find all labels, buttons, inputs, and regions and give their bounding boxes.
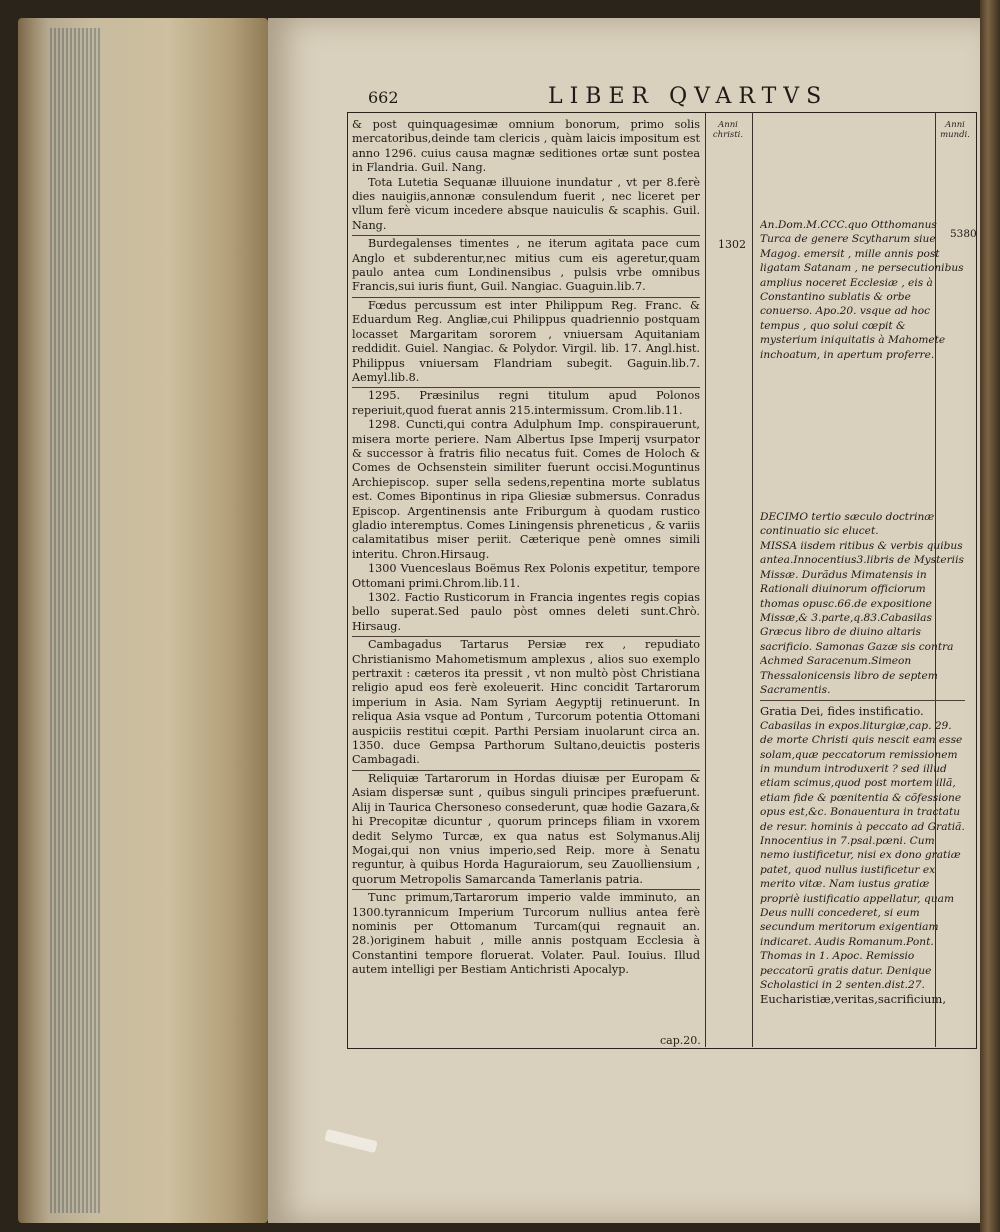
separator-rule [352, 297, 700, 298]
main-text-column [352, 118, 700, 1038]
page-header [368, 84, 968, 112]
paragraph: Burdegalenses timentes , ne iterum agitata pace cum Anglo et subderentur,nec mitius cum eis ageretur,quam paulo antea cum Londinensibus , pulsis vrbe omnibus Francis,sui iuris fiunt, Guil. Nangiac. Guaguin.lib.7. [352, 237, 700, 294]
side-note-column [760, 120, 965, 1040]
column-rule-middle [752, 112, 753, 1047]
page-edge-stripes [50, 28, 100, 1213]
column-header-anni-mundi: Anni mundi. [940, 120, 970, 140]
separator-rule [760, 700, 965, 701]
page-number: 662 [368, 88, 399, 107]
paragraph: Cambagadus Tartarus Persiæ rex , repudiato Christianismo Mahometismum amplexus , alios suo exemplo pertraxit : cæteros ita pressit , vt non multò pòst Christiana religio apud eos ferè exoleuerit. Hinc concidit Tartarorum imperium in Asia. Nam Syriam Aegyptij retinuerunt. In reliqua Asia vsque ad Pontum , Turcorum potentia Ottomani auspiciis restitui cœpit. Parthi Persiam inuolarunt circa an. 1350. duce Gempsa Parthorum Sultano,deuictis posteris Cambagadi. [352, 638, 700, 767]
running-title: LIBER QVARTVS [548, 84, 829, 109]
paragraph: Tunc primum,Tartarorum imperio valde imminuto, an 1300.tyrannicum Imperium Turcorum nullius antea ferè nominis per Ottomanum Turcam(qui regnauit an. 28.)originem habuit , mille annis postquam Ecclesia à Constantini tempore floruerat. Volater. Paul. Iouius. Illud autem intelligi per Bestiam Antichristi Apocalyp. [352, 891, 700, 977]
side-note-otthomanus: An.Dom.M.CCC.quo Otthomanus Turca de genere Scytharum siue Magog. emersit , mille annis post ligatam Satanam , ne persecutionibus amplius noceret Ecclesiæ , eis à Constantino sublatis & orbe conuerso. Apo.20. vsque ad hoc tempus , quo solui cœpit & mysterium iniquitatis à Mahomete inchoatum, in apertum proferre. [760, 219, 964, 361]
book-page-edges [18, 18, 268, 1223]
side-spacer [760, 120, 965, 218]
side-note-eucharistia: Eucharistiæ,veritas,sacrificium, [760, 992, 946, 1007]
separator-rule [352, 636, 700, 637]
margin-year-christi: 1302 [718, 238, 746, 251]
paragraph: Reliquiæ Tartarorum in Hordas diuisæ per Europam & Asiam dispersæ sunt , quibus singuli principes præfuerunt. Alij in Taurica Chersoneso consederunt, quæ hodie Gazara,& hi Precopitæ dicuntur , quorum princeps filiam in vxorem dedit Selymo Turcæ, ex qua natus est Solymanus.Alij Mogai,qui non vnius imperio,sed Reip. more à Senatu reguntur, à quibus Horda Haguraiorum, seu Zauolliensium , quorum Metropolis Samarcanda Tamerlanis patria. [352, 771, 700, 886]
paragraph: Fœdus percussum est inter Philippum Reg. Franc. & Eduardum Reg. Angliæ,cui Philippus quadriennio postquam locasset Margaritam sororem , vniuersam Aquitaniam reddidit. Guiel. Nangiac. & Polydor. Virgil. lib. 17. Angl.hist. Philippus vniuersam Flandriam subegit. Gaguin.lib.7. Aemyl.lib.8. [352, 298, 700, 384]
paragraph: & post quinquagesimæ omnium bonorum, primo solis mercatoribus,deinde tam clericis , quàm laicis impositum est anno 1296. cuius causa magnæ seditiones ortæ sunt postea in Flandria. Guil. Nang. [352, 118, 700, 175]
paragraph: 1302. Factio Rusticorum in Francia ingentes regis copias bello superat.Sed paulo pòst omnes deleti sunt.Chrò. Hirsaug. [352, 591, 700, 633]
paragraph: Tota Lutetia Sequanæ illuuione inundatur , vt per 8.ferè dies nauigiis,annonæ consulendum fuerit , nec liceret per vllum ferè vicum incedere absque nauiculis & scaphis. Guil. Nang. [352, 175, 700, 232]
column-header-anni-christi: Anni christi. [712, 120, 744, 140]
margin-year-mundi: 5380 [950, 228, 977, 240]
side-spacer [760, 362, 965, 510]
column-rule-left [705, 112, 706, 1047]
book-binding-edge [980, 0, 1000, 1232]
separator-rule [352, 235, 700, 236]
separator-rule [352, 770, 700, 771]
paragraph: 1298. Cuncti,qui contra Adulphum Imp. conspirauerunt, misera morte periere. Nam Albertus Ipse Imperij vsurpator & successor à fratris filio necatus fuit. Comes de Holoch & Comes de Ochsenstein similiter fuerunt occisi.Moguntinus Archiepiscop. super sella sedens,repentina morte sublatus est. Comes Bipontinus in ripa Gliesiæ submersus. Conradus Episcop. Argentinensis ante Friburgum à quodam rustico gladio interemptus. Comes Liningensis phreneticus , & variis calamitatibus miser periit. Cæterique penè omnes simili interitu. Chron.Hirsaug. [352, 418, 700, 561]
side-note-missa: MISSA iisdem ritibus & verbis quibus antea.Innocentius3.libris de Mysteriis Missæ. Durãdus Mimatensis in Rationali diuinorum officiorum thomas opusc.66.de expositione Missæ,& 3.parte,q.83.Cabasilas Græcus libro de diuino altaris sacrificio. Samonas Gazæ sis contra Achmed Saracenum.Simeon Thessalonicensis libro de septem Sacramentis. [760, 539, 964, 696]
separator-rule [352, 387, 700, 388]
side-note-gratia: Cabasilas in expos.liturgiæ,cap. 29. de morte Christi quis nescit eam esse solam,quæ peccatorum remissionem in mundum introduxerit ? sed illud etiam scimus,quod post mortem illã, etiam fide & pœnitentia & cõfessione opus est,&c. Bonauentura in tractatu de resur. hominis à peccato ad Gratiã. Innocentius in 7.psal.pœni. Cum nemo iustificetur, nisi ex dono gratiæ patet, quod nullus iustificetur ex merito vitæ. Nam iustus gratiæ propriè iustificatio appellatur, quam Deus nulli concederet, si eum secundum meritorum exigentiam indicaret. Audis Romanum.Pont. Thomas in 1. Apoc. Remissio peccatorũ gratis datur. Denique Scholastici in 2 senten.dist.27. [760, 719, 965, 992]
paragraph: 1295. Præsinilus regni titulum apud Polonos reperiuit,quod fuerat annis 215.intermissum. Crom.lib.11. [352, 389, 700, 417]
catchword: cap.20. [660, 1034, 701, 1047]
paragraph: 1300 Vuenceslaus Boëmus Rex Polonis expetitur, tempore Ottomani primi.Chrom.lib.11. [352, 562, 700, 590]
side-note-decimo: DECIMO tertio sæculo doctrinæ continuatio sic elucet. [760, 511, 935, 538]
side-heading-gratia: Gratia Dei, fides instificatio. [760, 704, 924, 719]
separator-rule [352, 889, 700, 890]
